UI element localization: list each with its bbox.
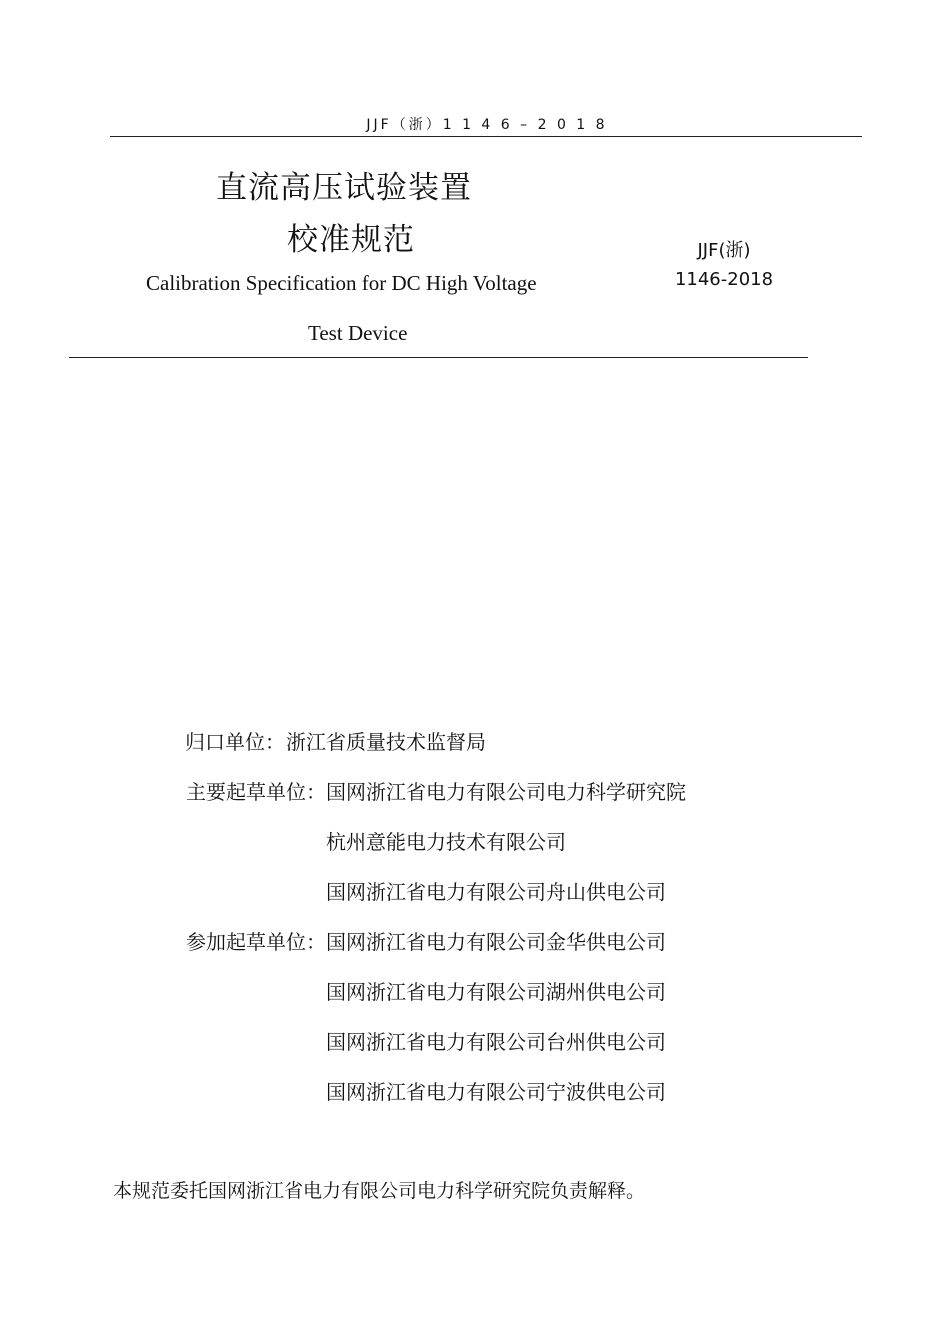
participating-drafting-unit: 国网浙江省电力有限公司台州供电公司 — [326, 1030, 666, 1054]
header-standard-code: JJF（浙）1 1 4 6 – 2 0 1 8 — [366, 117, 608, 133]
main-drafting-unit: 杭州意能电力技术有限公司 — [326, 830, 566, 854]
interpretation-note: 本规范委托国网浙江省电力有限公司电力科学研究院负责解释。 — [113, 1180, 646, 1202]
title-divider — [69, 357, 808, 358]
header-divider — [110, 136, 862, 137]
participating-drafting-label: 参加起草单位： — [186, 930, 326, 954]
main-drafting-label: 主要起草单位： — [186, 780, 326, 804]
participating-drafting-unit: 国网浙江省电力有限公司金华供电公司 — [326, 930, 666, 954]
title-english-line-2: Test Device — [308, 321, 408, 345]
standard-code-block — [672, 236, 776, 294]
title-chinese-line-2: 校准规范 — [287, 222, 415, 258]
main-drafting-unit: 国网浙江省电力有限公司电力科学研究院 — [326, 780, 686, 804]
standard-code-prefix: JJF(浙) — [697, 240, 751, 261]
responsible-unit-value: 浙江省质量技术监督局 — [286, 730, 486, 754]
standard-code-number: 1146-2018 — [674, 269, 774, 290]
participating-drafting-unit: 国网浙江省电力有限公司湖州供电公司 — [326, 980, 666, 1004]
title-chinese-line-1: 直流高压试验装置 — [216, 170, 472, 206]
participating-drafting-unit: 国网浙江省电力有限公司宁波供电公司 — [326, 1080, 666, 1104]
responsible-unit-label: 归口单位： — [185, 730, 285, 754]
title-english-line-1: Calibration Specification for DC High Voltage — [146, 271, 537, 295]
main-drafting-unit: 国网浙江省电力有限公司舟山供电公司 — [326, 880, 666, 904]
